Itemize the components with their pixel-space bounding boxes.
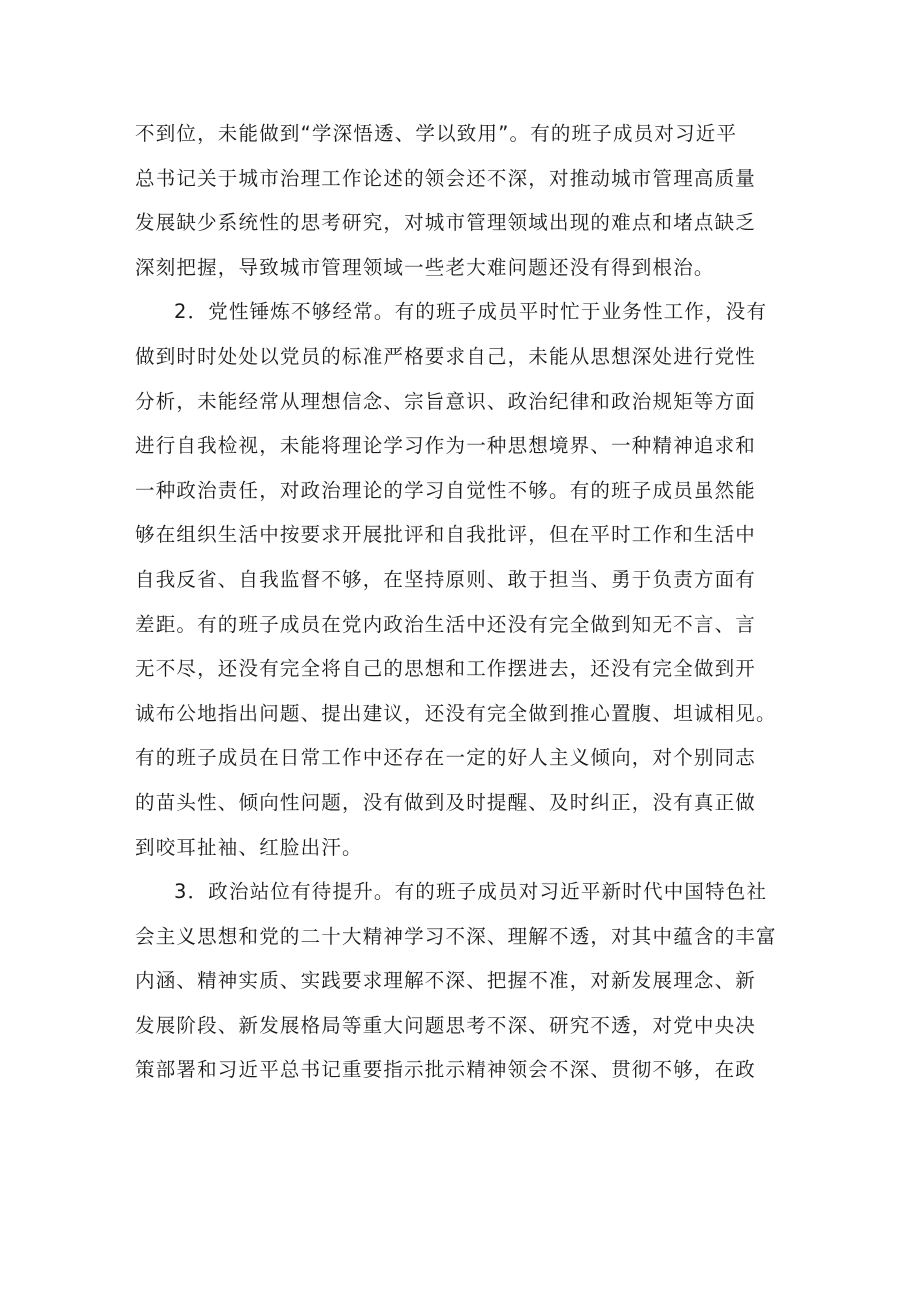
text-line: 差距。有的班子成员在党内政治生活中还没有完全做到知无不言、言 bbox=[135, 612, 757, 636]
text-line: 发展缺少系统性的思考研究，对城市管理领域出现的难点和堵点缺乏 bbox=[135, 211, 757, 235]
text-line: 自我反省、自我监督不够，在坚持原则、敢于担当、勇于负责方面有 bbox=[135, 567, 757, 591]
text-line: 总书记关于城市治理工作论述的领会还不深，对推动城市管理高质量 bbox=[135, 166, 757, 190]
paragraph-1 bbox=[135, 112, 795, 290]
text-line: 不到位，未能做到“学深悟透、学以致用”。有的班子成员对习近平 bbox=[135, 122, 738, 145]
text-line: 内涵、精神实质、实践要求理解不深、把握不准，对新发展理念、新 bbox=[135, 969, 757, 993]
text-line: 会主义思想和党的二十大精神学习不深、理解不透，对其中蕴含的丰富 bbox=[135, 924, 777, 948]
text-line: 2．党性锤炼不够经常。有的班子成员平时忙于业务性工作，没有 bbox=[174, 300, 768, 324]
text-line: 策部署和习近平总书记重要指示批示精神领会不深、贯彻不够，在政 bbox=[135, 1058, 757, 1082]
text-line: 发展阶段、新发展格局等重大问题思考不深、研究不透，对党中央决 bbox=[135, 1013, 757, 1037]
text-line: 深刻把握，导致城市管理领域一些老大难问题还没有得到根治。 bbox=[135, 255, 715, 279]
paragraph-3 bbox=[135, 870, 795, 1093]
text-line: 3．政治站位有待提升。有的班子成员对习近平新时代中国特色社 bbox=[174, 880, 768, 904]
text-line: 的苗头性、倾向性问题，没有做到及时提醒、及时纠正，没有真正做 bbox=[135, 790, 757, 814]
paragraph-2 bbox=[135, 290, 795, 870]
text-line: 够在组织生活中按要求开展批评和自我批评，但在平时工作和生活中 bbox=[135, 523, 757, 547]
text-line: 分析，未能经常从理想信念、宗旨意识、政治纪律和政治规矩等方面 bbox=[135, 389, 757, 413]
text-line: 做到时时处处以党员的标准严格要求自己，未能从思想深处进行党性 bbox=[135, 344, 757, 368]
text-line: 无不尽，还没有完全将自己的思想和工作摆进去，还没有完全做到开 bbox=[135, 657, 757, 681]
text-line: 有的班子成员在日常工作中还存在一定的好人主义倾向，对个别同志 bbox=[135, 746, 757, 770]
document-body bbox=[135, 112, 795, 1093]
text-line: 到咬耳扯袖、红脸出汗。 bbox=[135, 835, 363, 859]
text-line: 一种政治责任，对政治理论的学习自觉性不够。有的班子成员虽然能 bbox=[135, 478, 757, 502]
text-line: 进行自我检视，未能将理论学习作为一种思想境界、一种精神追求和 bbox=[135, 434, 757, 458]
text-line: 诚布公地指出问题、提出建议，还没有完全做到推心置腹、坦诚相见。 bbox=[135, 701, 777, 725]
